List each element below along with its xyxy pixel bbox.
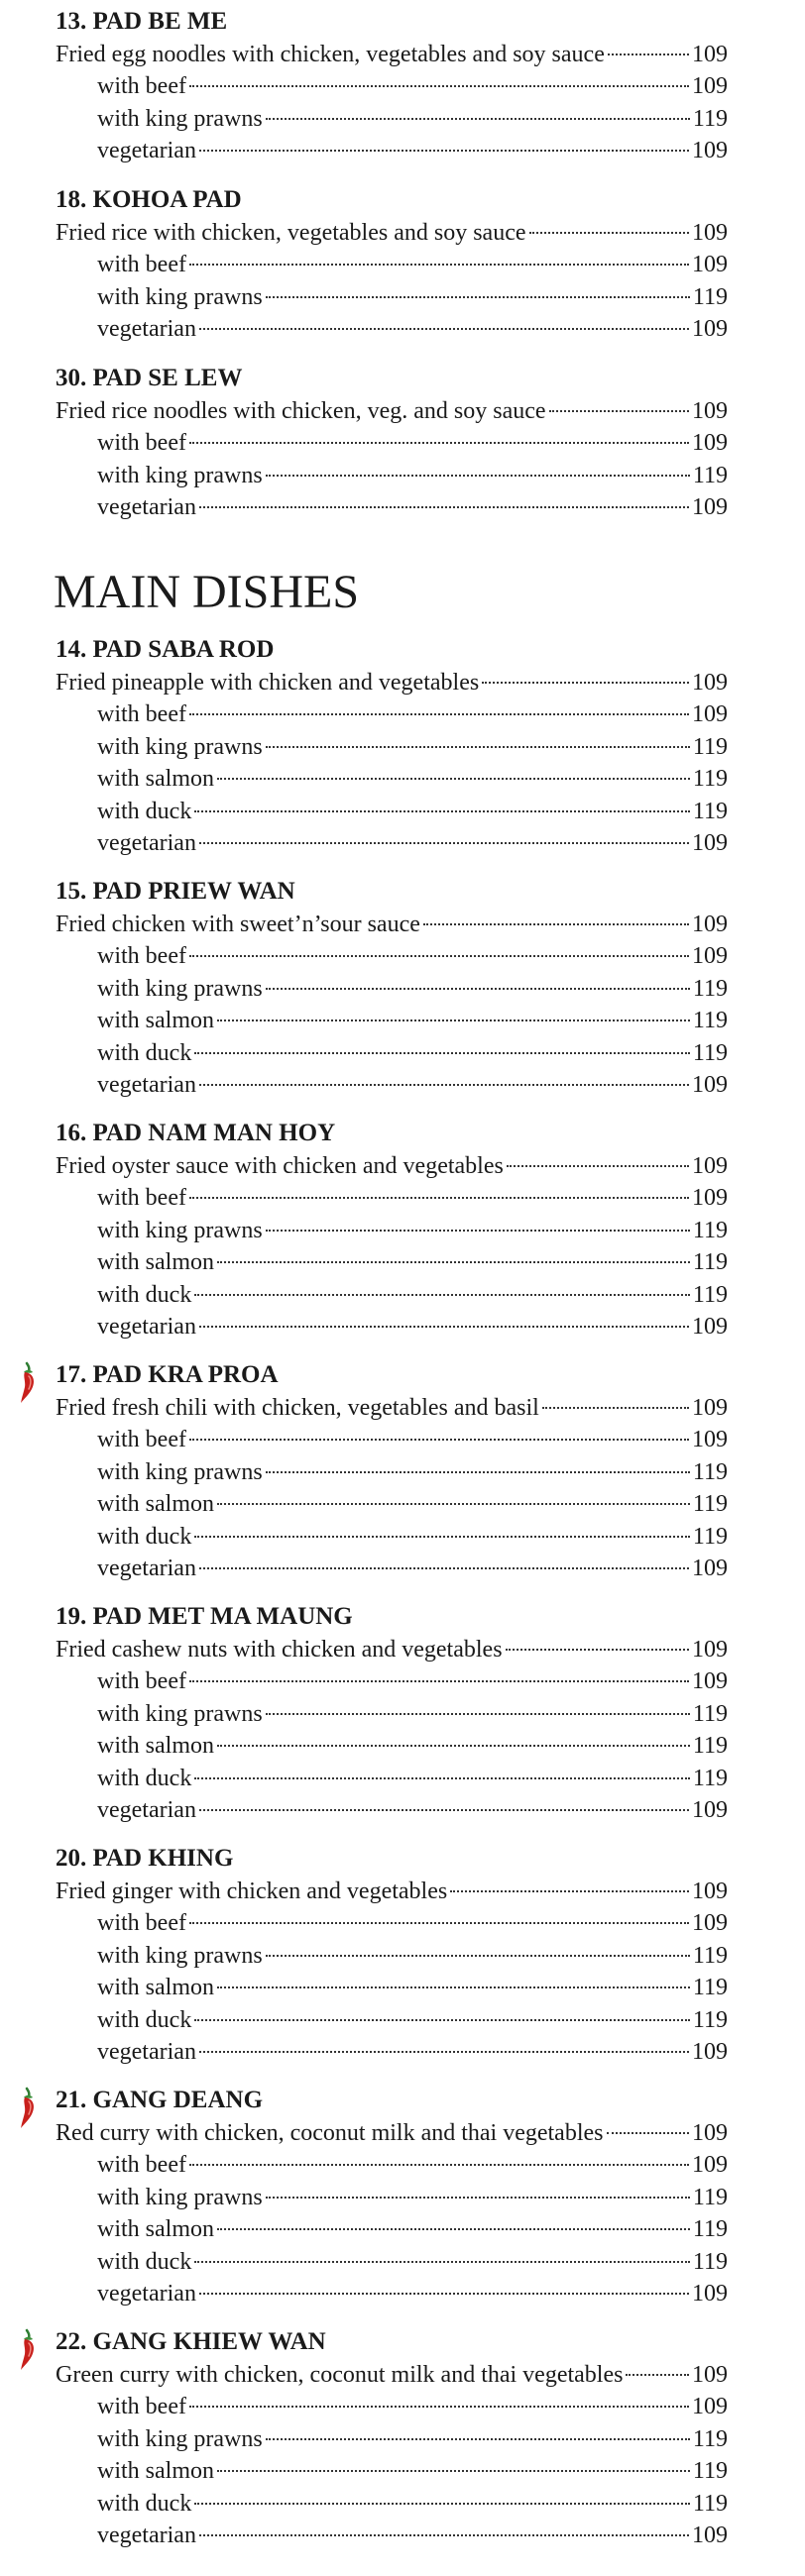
variant-row — [97, 940, 728, 972]
dot-leader — [266, 1471, 690, 1473]
variant-row — [97, 1182, 728, 1214]
chili-pepper-icon — [14, 1361, 40, 1405]
section-title: MAIN DISHES — [54, 566, 360, 618]
variant-row-label: with king prawns — [97, 1217, 263, 1243]
dish-description-label: Fried cashew nuts with chicken and vegetables — [56, 1636, 503, 1663]
dish-description — [56, 39, 728, 70]
dot-leader — [217, 1986, 690, 1988]
variant-row-price: 109 — [692, 830, 728, 856]
variant-row-price: 109 — [692, 2152, 728, 2178]
variant-row-price: 109 — [692, 1668, 728, 1694]
variant-row-label: with king prawns — [97, 1942, 263, 1969]
dish-item — [0, 634, 805, 860]
variant-row — [97, 2246, 728, 2278]
variant-row — [97, 1794, 728, 1826]
dot-leader — [194, 810, 690, 812]
variant-row-price: 119 — [692, 1942, 728, 1969]
variant-row-price: 119 — [692, 2184, 728, 2210]
variant-row-label: with king prawns — [97, 105, 263, 132]
variant-row-price: 119 — [692, 1491, 728, 1517]
variant-row-label: vegetarian — [97, 1797, 196, 1823]
variant-row — [97, 1940, 728, 1972]
dot-leader — [199, 842, 689, 844]
variant-row-price: 119 — [692, 975, 728, 1002]
dish-description — [56, 1634, 728, 1665]
variant-row-price: 119 — [692, 2458, 728, 2484]
variant-row-label: with duck — [97, 2248, 192, 2275]
variant-row-price: 119 — [692, 2006, 728, 2033]
dish-description-price: 109 — [692, 1152, 728, 1179]
dish-description-label: Red curry with chicken, coconut milk and thai vegetables — [56, 2119, 604, 2146]
dot-leader — [542, 1407, 689, 1409]
variant-row-label: with king prawns — [97, 2425, 263, 2452]
dish-description — [56, 667, 728, 698]
dot-leader — [608, 54, 689, 55]
dish-title: 20. PAD KHING — [56, 1845, 234, 1872]
variant-row-price: 119 — [692, 2425, 728, 2452]
variant-row — [97, 763, 728, 795]
variant-row — [97, 103, 728, 135]
dish-description-price: 109 — [692, 219, 728, 246]
dish-item — [0, 2326, 805, 2552]
dot-leader — [266, 1713, 690, 1715]
dish-item — [0, 2085, 805, 2310]
dish-description — [56, 2117, 728, 2149]
variant-row-price: 109 — [692, 1797, 728, 1823]
dot-leader — [189, 1439, 689, 1441]
variant-row-label: vegetarian — [97, 2522, 196, 2548]
variant-row-label: with beef — [97, 1185, 186, 1211]
dish-title: 16. PAD NAM MAN HOY — [56, 1120, 336, 1146]
variant-row-price: 109 — [692, 1910, 728, 1936]
variant-row — [97, 427, 728, 459]
variant-row — [97, 281, 728, 313]
variant-row-price: 109 — [692, 2522, 728, 2548]
variant-row — [97, 70, 728, 102]
variant-row-price: 119 — [692, 2248, 728, 2275]
dish-description-price: 109 — [692, 2119, 728, 2146]
dish-title: 18. KOHOA PAD — [56, 186, 242, 213]
dot-leader — [217, 1503, 690, 1505]
variant-row-label: with salmon — [97, 1249, 214, 1275]
variant-row — [97, 2488, 728, 2520]
variant-row-price: 119 — [692, 798, 728, 824]
variant-row — [97, 973, 728, 1005]
variant-row-price: 109 — [692, 1314, 728, 1340]
dot-leader — [199, 1084, 689, 1086]
dish-title: 30. PAD SE LEW — [56, 365, 243, 391]
dot-leader — [549, 410, 689, 412]
variant-row-label: vegetarian — [97, 1556, 196, 1581]
variant-row-label: vegetarian — [97, 1072, 196, 1098]
variant-row-label: with beef — [97, 701, 186, 727]
dish-title: 15. PAD PRIEW WAN — [56, 878, 295, 905]
dish-description-price: 109 — [692, 1636, 728, 1663]
variant-row-price: 119 — [692, 733, 728, 760]
variant-row — [97, 1553, 728, 1584]
variant-row-price: 119 — [692, 1733, 728, 1759]
variant-row-label: vegetarian — [97, 2039, 196, 2065]
variant-row-label: with duck — [97, 1765, 192, 1791]
dish-title: 21. GANG DEANG — [56, 2087, 264, 2113]
variant-row — [97, 1069, 728, 1101]
variant-row-price: 119 — [692, 766, 728, 792]
variant-row-label: with salmon — [97, 1008, 214, 1033]
variant-row — [97, 249, 728, 280]
dot-leader — [266, 2438, 690, 2440]
variant-row-label: vegetarian — [97, 316, 196, 342]
dot-leader — [194, 1294, 690, 1296]
variant-row-label: with salmon — [97, 766, 214, 792]
dot-leader — [194, 2503, 690, 2505]
dot-leader — [266, 475, 690, 477]
variant-row-label: with salmon — [97, 2458, 214, 2484]
dot-leader — [199, 1567, 689, 1569]
dot-leader — [199, 1809, 689, 1811]
variant-row-label: with beef — [97, 2394, 186, 2419]
variant-row-label: with beef — [97, 430, 186, 456]
variant-row — [97, 2213, 728, 2245]
dish-item — [0, 876, 805, 1102]
chili-pepper-icon — [14, 2328, 40, 2372]
variant-row-label: with king prawns — [97, 2184, 263, 2210]
dish-description-label: Fried egg noodles with chicken, vegetables and soy sauce — [56, 41, 605, 67]
dot-leader — [194, 1536, 690, 1538]
dish-description-price: 109 — [692, 397, 728, 424]
variant-row — [97, 827, 728, 859]
dish-description-label: Fried rice with chicken, vegetables and soy sauce — [56, 219, 526, 246]
variant-row — [97, 2149, 728, 2181]
dot-leader — [506, 1649, 689, 1651]
dish-description-price: 109 — [692, 1394, 728, 1421]
dish-title: 19. PAD MET MA MAUNG — [56, 1603, 353, 1630]
dot-leader — [199, 328, 689, 330]
variant-row-label: with king prawns — [97, 462, 263, 488]
variant-row-label: with king prawns — [97, 283, 263, 310]
dish-item — [0, 1118, 805, 1343]
dot-leader — [266, 2197, 690, 2199]
variant-row-price: 119 — [692, 1217, 728, 1243]
variant-row-price: 119 — [692, 1523, 728, 1550]
variant-row — [97, 313, 728, 345]
variant-row — [97, 2391, 728, 2422]
dish-description-label: Fried ginger with chicken and vegetables — [56, 1878, 448, 1904]
dot-leader — [194, 2261, 690, 2263]
variant-row-label: vegetarian — [97, 1314, 196, 1340]
variant-row — [97, 1424, 728, 1455]
dot-leader — [450, 1890, 689, 1892]
variant-row — [97, 1698, 728, 1730]
dot-leader — [482, 682, 689, 684]
chili-pepper-icon — [14, 2087, 40, 2130]
variant-row — [97, 2036, 728, 2068]
variant-row-label: with salmon — [97, 2216, 214, 2242]
variant-row-label: with duck — [97, 2006, 192, 2033]
variant-row-price: 119 — [692, 105, 728, 132]
dot-leader — [199, 506, 689, 508]
variant-row-label: with beef — [97, 2152, 186, 2178]
dot-leader — [217, 778, 690, 780]
variant-row-price: 109 — [692, 430, 728, 456]
dish-description — [56, 395, 728, 427]
variant-row — [97, 1972, 728, 2003]
variant-row-price: 109 — [692, 73, 728, 99]
variant-row-price: 109 — [692, 138, 728, 163]
variant-row — [97, 2182, 728, 2213]
variant-row — [97, 1456, 728, 1488]
dot-leader — [529, 232, 690, 234]
variant-row — [97, 1521, 728, 1553]
dish-description-label: Fried oyster sauce with chicken and vegetables — [56, 1152, 504, 1179]
dot-leader — [266, 118, 690, 120]
dot-leader — [189, 442, 689, 444]
dot-leader — [217, 1261, 690, 1263]
variant-row-label: with king prawns — [97, 1458, 263, 1485]
dot-leader — [189, 2406, 689, 2408]
variant-row — [97, 1907, 728, 1939]
variant-row-price: 119 — [692, 283, 728, 310]
dot-leader — [194, 1052, 690, 1054]
variant-row-label: vegetarian — [97, 2281, 196, 2307]
variant-row-price: 109 — [692, 494, 728, 520]
variant-row — [97, 698, 728, 730]
variant-row — [97, 2520, 728, 2551]
dot-leader — [199, 2051, 689, 2053]
dot-leader — [199, 2293, 689, 2295]
variant-row-price: 109 — [692, 701, 728, 727]
variant-row-price: 109 — [692, 2039, 728, 2065]
variant-row-label: vegetarian — [97, 138, 196, 163]
variant-row-price: 119 — [692, 1700, 728, 1727]
variant-row — [97, 2278, 728, 2309]
variant-row-label: with beef — [97, 1910, 186, 1936]
variant-row-price: 119 — [692, 1249, 728, 1275]
variant-row — [97, 2423, 728, 2455]
dot-leader — [189, 1922, 689, 1924]
variant-row — [97, 796, 728, 827]
dish-description-price: 109 — [692, 2361, 728, 2388]
variant-row — [97, 460, 728, 491]
dot-leader — [626, 2374, 689, 2376]
variant-row-label: with duck — [97, 1523, 192, 1550]
variant-row — [97, 731, 728, 763]
dot-leader — [189, 85, 689, 87]
dish-description-label: Fried pineapple with chicken and vegetables — [56, 669, 480, 696]
dish-title: 17. PAD KRA PROA — [56, 1361, 279, 1388]
variant-row-label: with beef — [97, 73, 186, 99]
variant-row-price: 109 — [692, 2394, 728, 2419]
dish-description-price: 109 — [692, 41, 728, 67]
dot-leader — [266, 988, 690, 990]
variant-row-price: 119 — [692, 2216, 728, 2242]
variant-row-label: with king prawns — [97, 1700, 263, 1727]
variant-row-price: 119 — [692, 1281, 728, 1308]
dish-description — [56, 1876, 728, 1907]
variant-row-label: with salmon — [97, 1733, 214, 1759]
dish-description — [56, 909, 728, 940]
variant-row-price: 109 — [692, 1556, 728, 1581]
variant-row-price: 109 — [692, 252, 728, 277]
variant-row — [97, 1665, 728, 1697]
variant-row — [97, 2004, 728, 2036]
dish-description-price: 109 — [692, 911, 728, 937]
dot-leader — [217, 1020, 690, 1021]
variant-row — [97, 135, 728, 166]
variant-row — [97, 1279, 728, 1311]
dot-leader — [199, 1326, 689, 1328]
dot-leader — [266, 296, 690, 298]
variant-row-label: with duck — [97, 798, 192, 824]
variant-row-label: with duck — [97, 1039, 192, 1066]
dish-title: 13. PAD BE ME — [56, 8, 228, 35]
variant-row — [97, 1488, 728, 1520]
variant-row — [97, 1763, 728, 1794]
dish-title: 14. PAD SABA ROD — [56, 636, 275, 663]
variant-row — [97, 2455, 728, 2487]
dish-description — [56, 2359, 728, 2391]
dot-leader — [266, 1955, 690, 1957]
dot-leader — [607, 2132, 690, 2134]
dot-leader — [217, 2228, 690, 2230]
variant-row — [97, 1215, 728, 1246]
dot-leader — [189, 1680, 689, 1682]
dish-description-label: Fried fresh chili with chicken, vegetables and basil — [56, 1394, 539, 1421]
dot-leader — [189, 264, 689, 266]
variant-row-label: with duck — [97, 1281, 192, 1308]
variant-row-price: 109 — [692, 1427, 728, 1452]
variant-row-price: 109 — [692, 316, 728, 342]
variant-row-label: with salmon — [97, 1975, 214, 2000]
dish-description-label: Fried rice noodles with chicken, veg. and soy sauce — [56, 397, 546, 424]
dish-description-label: Fried chicken with sweet’n’sour sauce — [56, 911, 420, 937]
variant-row — [97, 1311, 728, 1342]
dot-leader — [217, 2470, 690, 2472]
variant-row-label: with king prawns — [97, 733, 263, 760]
dish-title: 22. GANG KHIEW WAN — [56, 2328, 326, 2355]
variant-row-price: 119 — [692, 1039, 728, 1066]
dish-item — [0, 1843, 805, 2069]
dot-leader — [199, 2534, 689, 2536]
variant-row-price: 119 — [692, 1975, 728, 2000]
dot-leader — [217, 1745, 690, 1747]
dot-leader — [423, 923, 689, 925]
variant-row-label: vegetarian — [97, 830, 196, 856]
variant-row — [97, 1005, 728, 1036]
variant-row-price: 119 — [692, 1765, 728, 1791]
variant-row-label: with duck — [97, 2490, 192, 2517]
variant-row-label: with salmon — [97, 1491, 214, 1517]
variant-row-price: 109 — [692, 1185, 728, 1211]
variant-row — [97, 491, 728, 523]
variant-row — [97, 1730, 728, 1762]
dish-item — [0, 6, 805, 167]
variant-row-label: vegetarian — [97, 494, 196, 520]
variant-row-price: 119 — [692, 2490, 728, 2517]
variant-row-label: with beef — [97, 1427, 186, 1452]
variant-row-price: 119 — [692, 462, 728, 488]
dish-description — [56, 1392, 728, 1424]
dot-leader — [194, 1777, 690, 1779]
dish-item — [0, 1601, 805, 1827]
variant-row — [97, 1246, 728, 1278]
dot-leader — [266, 1230, 690, 1232]
dish-description — [56, 217, 728, 249]
dot-leader — [199, 150, 689, 152]
dish-description-price: 109 — [692, 1878, 728, 1904]
dot-leader — [189, 713, 689, 715]
dish-description-price: 109 — [692, 669, 728, 696]
variant-row — [97, 1037, 728, 1069]
dot-leader — [189, 955, 689, 957]
dish-item — [0, 363, 805, 524]
variant-row-price: 109 — [692, 2281, 728, 2307]
variant-row-price: 109 — [692, 943, 728, 969]
dish-description — [56, 1150, 728, 1182]
dish-item — [0, 1359, 805, 1585]
dot-leader — [507, 1165, 689, 1167]
variant-row-label: with beef — [97, 943, 186, 969]
variant-row-price: 119 — [692, 1458, 728, 1485]
variant-row-label: with beef — [97, 252, 186, 277]
dot-leader — [266, 746, 690, 748]
dot-leader — [189, 1197, 689, 1199]
dot-leader — [194, 2019, 690, 2021]
dish-item — [0, 184, 805, 346]
variant-row-label: with beef — [97, 1668, 186, 1694]
variant-row-price: 109 — [692, 1072, 728, 1098]
variant-row-price: 119 — [692, 1008, 728, 1033]
dish-description-label: Green curry with chicken, coconut milk and thai vegetables — [56, 2361, 624, 2388]
dot-leader — [189, 2164, 689, 2166]
variant-row-label: with king prawns — [97, 975, 263, 1002]
